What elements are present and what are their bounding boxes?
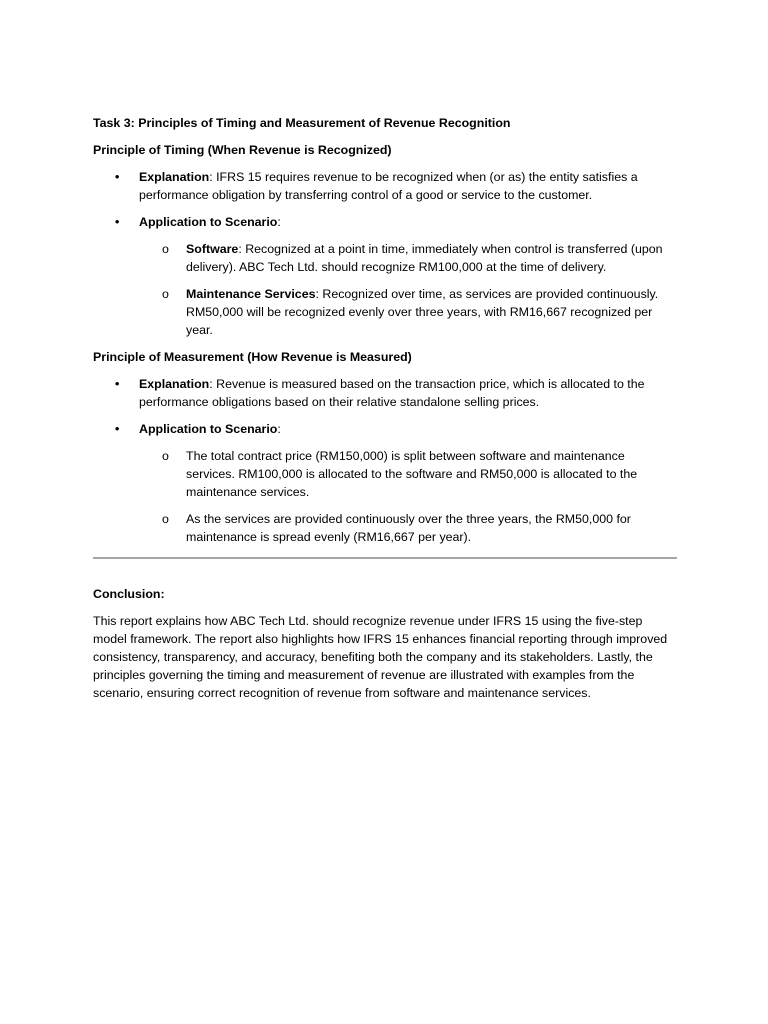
list-item <box>139 510 677 546</box>
list-item <box>93 375 677 411</box>
conclusion-heading: Conclusion: <box>93 587 165 601</box>
item-label: Software <box>186 242 239 256</box>
circle-bullet-icon: o <box>162 287 169 301</box>
item-text: The total contract price (RM150,000) is split between software and maintenance services. RM100,000 is allocated to the software and RM50,000 is allocated to the maintenance services. <box>186 449 638 499</box>
timing-sublist <box>139 240 677 339</box>
application-suffix: : <box>277 215 281 229</box>
item-label: Maintenance Services <box>186 287 316 301</box>
bullet-icon: • <box>115 422 120 436</box>
list-item <box>93 213 677 339</box>
bullet-icon: • <box>115 215 120 229</box>
explanation-text: : Revenue is measured based on the transaction price, which is allocated to the performance obligations based on their relative standalone selling prices. <box>139 377 645 409</box>
item-text: : Recognized at a point in time, immediately when control is transferred (upon delivery). ABC Tech Ltd. should recognize RM100,000 at the time of delivery. <box>186 242 663 274</box>
list-item <box>139 447 677 501</box>
explanation-label: Explanation <box>139 170 210 184</box>
measurement-sublist <box>139 447 677 546</box>
application-label: Application to Scenario <box>139 422 278 436</box>
bullet-icon: • <box>115 377 120 391</box>
circle-bullet-icon: o <box>162 449 169 463</box>
item-text: : Recognized over time, as services are provided continuously. RM50,000 will be recognized evenly over three years, with RM16,667 recognized per year. <box>186 287 659 337</box>
application-label: Application to Scenario <box>139 215 278 229</box>
explanation-label: Explanation <box>139 377 210 391</box>
document-title: Task 3: Principles of Timing and Measurement of Revenue Recognition <box>93 116 511 130</box>
list-item <box>139 285 677 339</box>
measurement-list <box>93 375 677 546</box>
timing-list <box>93 168 677 339</box>
document-page <box>93 114 677 702</box>
explanation-text: : IFRS 15 requires revenue to be recognized when (or as) the entity satisfies a performance obligation by transferring control of a good or service to the customer. <box>139 170 638 202</box>
circle-bullet-icon: o <box>162 512 169 526</box>
list-item <box>93 420 677 546</box>
list-item <box>139 240 677 276</box>
conclusion-paragraph: This report explains how ABC Tech Ltd. should recognize revenue under IFRS 15 using the five-step model framework. The report also highlights how IFRS 15 enhances financial reporting through improved consistency, transparency, and accuracy, benefiting both the company and its stakeholders. Lastly, the principles governing the timing and measurement of revenue are illustrated with examples from the scenario, ensuring correct recognition of revenue from software and maintenance services. <box>93 614 668 700</box>
item-text: As the services are provided continuously over the three years, the RM50,000 for maintenance is spread evenly (RM16,667 per year). <box>186 512 631 544</box>
application-suffix: : <box>277 422 281 436</box>
timing-heading: Principle of Timing (When Revenue is Recognized) <box>93 143 392 157</box>
circle-bullet-icon: o <box>162 242 169 256</box>
measurement-heading: Principle of Measurement (How Revenue is Measured) <box>93 350 412 364</box>
list-item <box>93 168 677 204</box>
bullet-icon: • <box>115 170 120 184</box>
horizontal-divider <box>93 557 677 559</box>
